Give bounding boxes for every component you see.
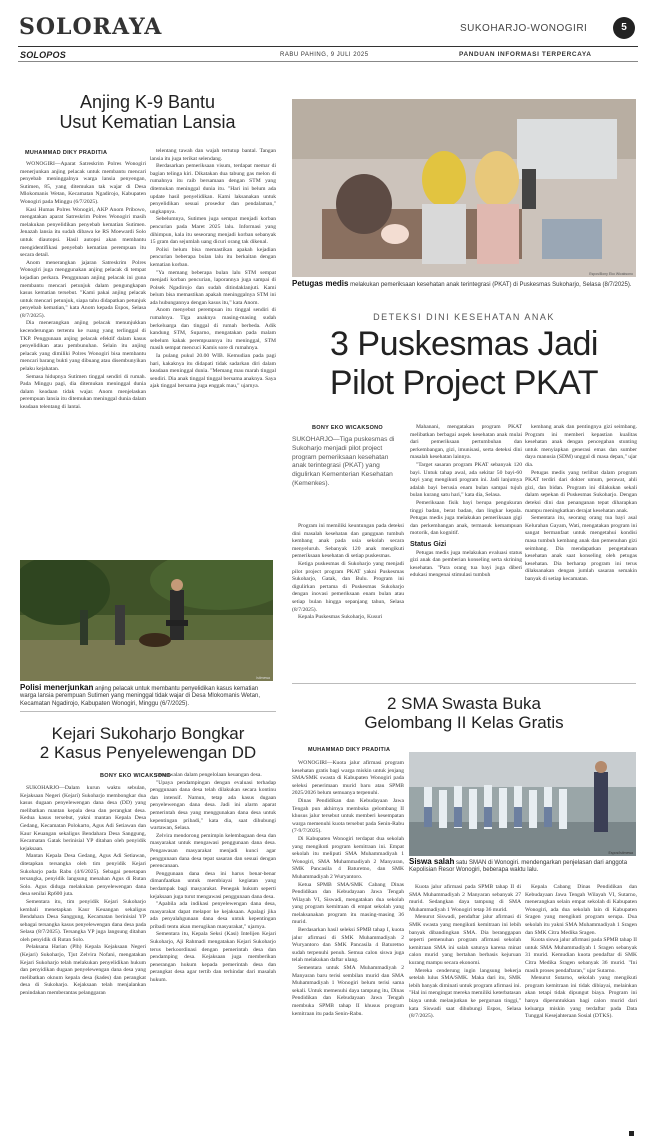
paragraph: "Target sasaran program PKAT sebanyak 120 bayi. Untuk tahap awal, ada sekitar 50 bayi-60 bayi yang mengikuti program ini. Jadi lanjutnya adalah bayi berusia enam bulan sampai tujuh bulan kurang satu hari," kata dia, Selasa. <box>410 461 522 499</box>
article3-column-2 <box>410 424 522 680</box>
header-rule-bottom <box>18 61 638 62</box>
paragraph: Di Kabupaten Wonogiri terdapat dua sekolah yang mengikuti program kemitraan ini. Empat sekolah itu meliputi SMA Muhammadiyah 1 Wonogiri, SMA Muhammadiyah 2 Manyaran, SMK Pancasila 4 Baturetno, dan SMK Muhammadiyah 2 Wuryantoro. <box>292 835 404 880</box>
article3-byline: BONY EKO WICAKSONO <box>312 425 383 431</box>
article3-column-3 <box>525 424 637 680</box>
region-label: SUKOHARJO-WONOGIRI <box>460 23 588 34</box>
end-mark-icon <box>629 1131 634 1136</box>
article2-column-2 <box>150 772 276 1132</box>
paragraph: Sebelumnya, Sutimen juga sempat menjadi korban pencurian pada Maret 2025 lalu. Informasi yang dihimpun, kala itu seseorang menjadi korban sebanyak 15 gram dan sejumlah uang dicuri orang tak dikenal. <box>150 216 276 246</box>
page-number-badge: 5 <box>613 17 635 39</box>
article4-column-1 <box>292 760 404 1132</box>
article1-column-1 <box>20 161 146 552</box>
paragraph: WONOGIRI—Aparat Satreskrim Polres Wonogiri menerjunkan anjing pelacak untuk membantu mencari penyebab meninggalnya warga lansia penyengan, Sutimen, 85, yang ditemukan tak wajar di Desa Mlokomanis Wetan, Kecamatan Ngadirojo, Kabupaten Wonogiri pada Minggu (6/7/2025). <box>20 161 146 205</box>
article2-headline: Kejari Sukoharjo Bongkar 2 Kasus Penyelewengan DD <box>39 724 257 762</box>
paragraph: Sementara itu, seorang orang tua bayi asal Kelurahan Gayam, Wati, mengatakan program ini sangat bermanfaat untuk mengetahui kondisi masa tumbuh kembang anak dan pemenuhan gizi seimbang. Dia mendapatkan pengetahuan kesehatan anak saat konseling oleh petugas kesehatan. Dia berharap program ini terus dilaksanakan dengan jumlah sasaran semakin banyak di setiap kecamatan. <box>525 515 637 582</box>
article3-headline: 3 Puskesmas Jadi Pilot Project PKAT <box>329 325 599 402</box>
article3-photo <box>292 99 636 277</box>
paragraph: "Apabila ada indikasi penyelewengan dana desa, masyarakat dapat melapor ke kejaksaan. Apalagi jika ada penyalahgunaan dana desa untuk kepentingan pribadi tentu akan merugikan masyarakat," ujarnya. <box>150 901 276 930</box>
paragraph: Petugas medis yang terlibat dalam program PKAT terdiri dari dokter umum, perawat, ahli gizi, dan bidan. Program ini dilakukan sekali dalam sepekan di Puskesmas Sukoharjo. Dengan deteksi dini dan penanganan tepat diharapkan mampu meningkatkan derajat kesehatan anak. <box>525 469 637 514</box>
paragraph: Anom menerangkan jajaran Satreskrim Polres Wonogiri juga menggunakan anjing pelacak di tempat kejadian perkara. Penggunaan anjing pelacak ini guna membantu mencari petunjuk dalam pengungkapan kasus kematian tersebut. "Kami pakai anjing pelacak untuk mencari petunjuk, siapa tahu didapatkan petunjuk penyebab kematian," kata Anom kepada Espos, Selasa (8/7/2025). <box>20 259 146 319</box>
article1-photo-credit: Istimewa <box>256 676 270 680</box>
paragraph: "Upaya pendampingan dengan evaluasi terhadap penggunaan dana desa telah dilakukan secara kontinu dan intensif. Namun, tetap ada kasus dugaan penyelewengan dana desa. Jadi ini alarm aparat pemerintah desa yang menggunakan dana desa untuk kepentingan pribadi," kata dia, saat dihubungi wartawan, Selasa. <box>150 779 276 832</box>
paragraph: "Ya memang beberapa bulan lalu STM sempat menjadi korban pencurian, laporannya juga sampai di Polsek Ngadirojo dan sudah ditindaklanjuti. Kami belum bisa memastikan apakah meninggalnya STM ini ada hubungannya dengan kasus itu," kata Anom. <box>150 269 276 306</box>
article4-byline: MUHAMMAD DIKY PRADITIA <box>308 747 391 753</box>
paragraph: Menurut Sutarno, sekolah yang mengikuti program kemitraan ini tidak dibiayai, melainkan akan tetapi tidak dipungut biaya. Program ini hanya diperuntukkan bagi calon murid dari keluarga miskin yang terdaftar pada Data Tunggal Kesejahteraan Sosial (DTKS). <box>525 975 637 1020</box>
article1-headline: Anjing K-9 Bantu Usut Kematian Lansia <box>59 92 236 132</box>
paragraph: Petugas medis juga melakukan evaluasi status gizi anak dan pemberian konseling serta skrining kesehatan. "Para orang tua bayi juga diberi edukasi mengenai stimulasi tumbuh <box>410 549 522 579</box>
paragraph: Mereka cenderung ingin langsung bekerja setelah lulus SMA/SMK. Maka dari itu, SMK lebih banyak diminati untuk program afirmasi ini. "Hal ini mengingat mereka memiliki keterbatasan biaya untuk melanjutkan ke perguruan tinggi," kata Siswadi saat dihubungi Espos, Selasa (8/7/2025). <box>409 967 521 1020</box>
paragraph: Zelvira mendorong pemimpin kelembagaan desa dan masyarakat untuk mengawasi penggunaan dana desa. Pengawasan masyarakat menjadi kunci agar penggunaan dana desa tepat sasaran dan sesuai dengan perencanaan. <box>150 832 276 870</box>
issue-date: RABU PAHING, 9 JULI 2025 <box>280 52 369 58</box>
paragraph: WONOGIRI—Kuota jalur afirmasi program kesehatan gratis bagi warga miskin untuk jenjang SMA/SMK swasta di Kabupaten Wonogiri pada seleksi penerimaan murid baru atau SPMB 2025/2026 belum semuanya terpenuhi. <box>292 760 404 797</box>
paragraph: Ketua SPMB SMA/SMK Cabang Dinas Pendidikan dan Kebudayaan Jawa Tengah Wilayah VI, Siswadi, mengatakan dua sekolah yang program kemitraan di empat sekolah yang melaksanakan program itu masing-masing 36 murid. <box>292 881 404 926</box>
paragraph: SUKOHARJO—Dalam kurun waktu sebulan, Kejaksaan Negeri (Kejari) Sukoharjo membongkar dua kasus dugaan penyelewengan dana desa (DD) yang melibatkan mantan kepala desa dan perangkat desa. Kedua kasus tersebut, yakni mantan Kepala Desa Gedang, Kecamatan Polokarto, Agus Adi Setiawan dan Kaur Keuangan sekaligus Bendahara Desa Sanggung, Kecamatan Gatak berinisial YP ditahan oleh penyidik kejaksaan. <box>20 785 146 852</box>
paragraph: Kepala Cabang Dinas Pendidikan dan Kebudayaan Jawa Tengah Wilayah VI, Sutarno, menerangkan selain empat sekolah di Kabupaten Wonogiri, ada dua sekolah lain di Kabupaten Sragen yang mengikuti program serupa. Dua sekolah itu yakni SMA Muhammadiyah 1 Sragen dan SMK Citra Medika Sragen. <box>525 884 637 936</box>
paragraph: Menurut Siswadi, pendaftar jalur afirmasi di SMK swasta yang mengikuti kemitraan ini lebih banyak dibandingkan SMA. Dia beranggapan seperti pemenuhan program afirmasi sekolah kemitraan SMA ini salah satunya karena minat calon murid yang bertahan berbasis kejuruan kurang mampu secara ekonomi. <box>409 914 521 966</box>
paragraph: Semasa hidupnya Sutimen tinggal sendiri di rumah. Pada Minggu pagi, dia ditemukan meninggal dunia dalam keadaan tidak wajar. Anom menjelaskan perempuan lansia itu ditemukan meninggal dunia dalam keadaan telentang di lantai. <box>20 373 146 410</box>
paragraph: Kasi Humas Polres Wonogiri, AKP Anom Pribowo, mengatakan aparat Satreskrim Polres Wonogiri masih melakukan penyelidikan penyebab kematian Sutimen. Jenazah lansia itu sudah dibawa ke RS Moewardi Solo untuk diautopsi. Hasil autopsi akan membantu mengidentifikasi penyebab kematian perempuan itu secara detail. <box>20 206 146 259</box>
paragraph: Berdasarkan pemeriksaan visum, terdapat memar di bagian telinga kiri. Dikatakan dua tabung gas melon di rumahnya itu raib bersamaan dengan STM yang ditemukan meninggal dunia itu. "Hari ini belum ada update hasil penyelidikan. Kami laksanakan untuk penyelidikan sesuai prosedur dan pendalaman," ungkapnya. <box>150 163 276 215</box>
paragraph: Sementara itu, Kepala Seksi (Kasi) Intelijen Kejari Sukoharjo, Aji Rahmadi mengatakan Kejari Sukoharjo terus berkoordinasi dengan pemerintah desa dan pendamping desa. Kejaksaan juga memberikan penerangan hukum kepada pemerintah desa dan perangkat desa agar tertib dan terhindar dari masalah hukum. <box>150 931 276 984</box>
paragraph: Sementara untuk SMA Muhammadiyah 2 Manyaran baru terisi sembilan murid dan SMA Muhammadiyah 1 Wonogiri belum terisi sama sekali. Untuk memenuhi daya tampung itu, Dinas Pendidikan dan Kebudayaan Jawa Tengah membuka SPMB tahap II khusus program kemitraan itu pada Senin-Rabu. <box>292 965 404 1017</box>
article1-byline: MUHAMMAD DIKY PRADITIA <box>25 150 108 156</box>
section-title: SOLORAYA <box>19 14 163 40</box>
article4-photo <box>409 752 636 856</box>
article3-subhead: Status Gizi <box>410 540 447 548</box>
article2-byline: BONY EKO WICAKSONO <box>100 773 171 779</box>
paragraph: Berdasarkan hasil seleksi SPMB tahap I, kuota jalur afirmasi di SMK Muhammadiyah 2 Wuryantoro dan SMK Pancasila 4 Baturetno sudah terpenuhi penuh. Semua calon siswa juga telah melakukan daftar ulang. <box>292 927 404 964</box>
paragraph: Pelaksana Harian (Plh) Kepala Kejaksaan Negeri (Kejari) Sukoharjo, Tjut Zelvira Nofani, mengatakan Kejari Sukoharjo telah melakukan penyelidikan hukum dan penyidikan dugaan penyelewengan dana desa yang melibatkan oknum kepala desa (kades) dan perangkat desa di Sukoharjo. Kejaksaan telah menjalankan penindakan memberantas pelanggaran <box>20 944 146 997</box>
paragraph: Anom menyebut perempuan itu tinggal sendiri di rumahnya. Tiga anaknya masing-masing sudah berkeluarga dan tinggal di rumah berbeda. Adik kandung STM, Suparno, mengatakan pada malam sebelum kakak perempuannya itu meninggal, STM masih sempat mencuci Kamis sore di rumahnya. <box>150 307 276 352</box>
paragraph: Program ini memiliki keuntungan pada deteksi dini masalah kesehatan dan gangguan tumbuh kembang anak pada usia sekolah secara menyeluruh. Sebanyak 120 anak mengikuti pemeriksaan kesehatan di setiap puskesmas. <box>292 523 404 560</box>
paragraph: Dinas Pendidikan dan Kebudayaan Jawa Tengah pun akhirnya membuka gelombang II khusus jalur tersebut untuk memberi kesempatan warga memenuhi kuota tersebut pada Senin-Rabu (7-9/7/2025). <box>292 797 404 835</box>
article3-photo-caption: Petugas medis melakukan pemeriksaan kesehatan anak terintegrasi (PKAT) di Puskesmas Sukoharjo, Selasa (8/7/2025). <box>292 279 632 288</box>
article4-column-2 <box>409 884 521 1132</box>
paragraph: Ia pulang pukul 20.00 WIB. Kemudian pada pagi hari, kakaknya itu didapati tidak sadarkan diri dalam keadaan meninggal dunia. "Memang mau marah tinggal sendiri. Dia anak tinggal tinggal bersama anaknya. Saya ajak tinggal bersama juga enggak mau," ujarnya. <box>150 353 276 390</box>
paragraph: Pemeriksaan fisik bayi berupa pengukuran tinggi badan, berat badan, dan lingkar kepala. Petugas medis juga melakukan pemeriksaan gigi dan perkembangan anak, termasuk kemampuan motorik, dan kognitif. <box>410 499 522 537</box>
paragraph: Mantan Kepala Desa Gedang, Agus Adi Setiawan, ditetapkan tersangka oleh tim penyidik Kejari Sukoharjo pada Rabu (4/6/2025). Sebagai penetapan tersangka, penyidik langsung menahan Agus di Rutan Solo. Agus diduga melakukan penyelewengan dana desa senilai Rp600 juta. <box>20 853 146 898</box>
article3-kicker: DETEKSI DINI KESEHATAN ANAK <box>373 312 555 322</box>
paragraph: kembang anak dan pentingnya gizi seimbang. Program ini memberi kepastian kualitas kesehatan anak dengan pencegahan stunting untuk menyiapkan generasi emas dan sumber daya manusia (SDM) unggul di masa depan," ujar dia. <box>525 424 637 468</box>
article1-photo <box>20 560 273 681</box>
article3-column-1 <box>292 523 404 678</box>
paragraph: Kuota siswa jalur afirmasi pada SPMB tahap II untuk SMA Muhammadiyah 1 Sragen sebanyak 31 murid. Kemudian kuota pendaftar di SMK Citra Medika Sragen sebanyak 36 murid. "Ini masih proses pendaftaran," ujar Sutarno. <box>525 937 637 974</box>
paragraph: Mahanani, mengatakan program PKAT melibatkan berbagai aspek kesehatan anak mulai dari pemeriksaan pertumbuhan dan perkembangan, gizi, imunisasi, serta deteksi dini masalah kesehatan lainnya. <box>410 424 522 461</box>
article4-photo-caption: Siswa salah satu SMAN di Wonogiri. mendengarkan penjelasan dari anggota Kepolisian Resor Wonogiri, beberapa waktu lalu. <box>409 857 628 874</box>
paragraph: pengawalan dalam pengelolaan keuangan desa. <box>156 772 262 778</box>
article4-column-3 <box>525 884 637 1132</box>
paragraph: Sementara itu, tim penyidik Kejari Sukoharjo kembali menetapkan Kaur Keuangan sekaligus Bendahara Desa Sanggung, Kecamatan berinisial YP sebagai tersangka kasus penyelewengan dana desa pada Selasa (8/7/2025). Tersangka YP juga langsung ditahan oleh penyidik di Rutan Solo. <box>20 898 146 943</box>
paragraph: Kepala Puskesmas Sukoharjo, Kusuri <box>298 614 383 621</box>
solopos-logo: SOLOPOS <box>20 50 66 60</box>
paragraph: telentang tawah dan wajah tertutup bantal. Tangan lansia itu juga terikat selendang. <box>150 148 276 162</box>
tagline: PANDUAN INFORMASI TERPERCAYA <box>459 51 592 58</box>
header-rule <box>18 46 638 47</box>
paragraph: Polisi belum bisa memastikan apakah kejadian pencurian beberapa bulan lalu itu berkaitan dengan kematian korban. <box>150 246 276 268</box>
paragraph: Ketiga puskesmas di Sukoharjo yang menjadi pilot project program PKAT yakni Puskesmas Sukoharjo, Gatak, dan Bulu. Program ini digulirkan pertama di Puskesmas Sukoharjo dengan inovasi pemeriksaan enam bulan atau setiap bulan hingga sepanjang tahun, Selasa (8/7/2025). <box>292 560 404 613</box>
divider <box>292 683 636 684</box>
paragraph: Dia menerangkan anjing pelacak menunjukkan kecenderungan tertentu ke ruang yang terlinggal di TKP. Penggunaan anjing pelacak efektif dalam kasus penyelidikan atau pembunuhan. Selain itu anjing pelacak yang dimiliki Polres Wonogiri bisa membantu mencari barang bukti yang dibuang atau disembunyikan pelaku kejahatan. <box>20 320 146 373</box>
article1-photo-caption: Polisi menerjunkan anjing pelacak untuk membantu penyelidikan kasus kematian warga lansia perempuan Sutimen yang meninggal tidak wajar di Desa Mlokomanis Wetan, Kecamatan Ngadirojo, Kabupaten Wonogiri, Minggu (6/7/2025). <box>20 683 261 707</box>
article1-column-2 <box>150 148 276 553</box>
paragraph: Penggunaan dana desa ini harus benar-benar dimanfaatkan untuk membiayai kegiatan yang berdampak bagi masyarakat. Penegak hukum seperti kejaksaan juga turut mengawasi penggunaan dana desa. <box>150 870 276 900</box>
paragraph: Kuota jalur afirmasi pada SPMB tahap II di SMA Muhammadiyah 2 Manyaran sebanyak 27 murid. Sedangkan daya tampung di SMA Muhammadiyah 1 Wonogiri tetap 36 murid. <box>409 884 521 913</box>
article2-column-1 <box>20 785 146 1131</box>
article3-photo-credit: Espos/Bony Eko Wicaksono <box>589 272 633 276</box>
divider <box>20 711 276 712</box>
article4-headline: 2 SMA Swasta Buka Gelombang II Kelas Gratis <box>364 694 564 732</box>
article3-lead: SUKOHARJO—Tiga puskesmas di Sukoharjo menjadi pilot project program pemeriksaan kesehatan anak terintegrasi (PKAT) yang digulirkan Kementerian Kesehatan (Kemenkes). <box>292 436 395 487</box>
article4-photo-credit: Espos/Istimewa <box>608 851 633 855</box>
